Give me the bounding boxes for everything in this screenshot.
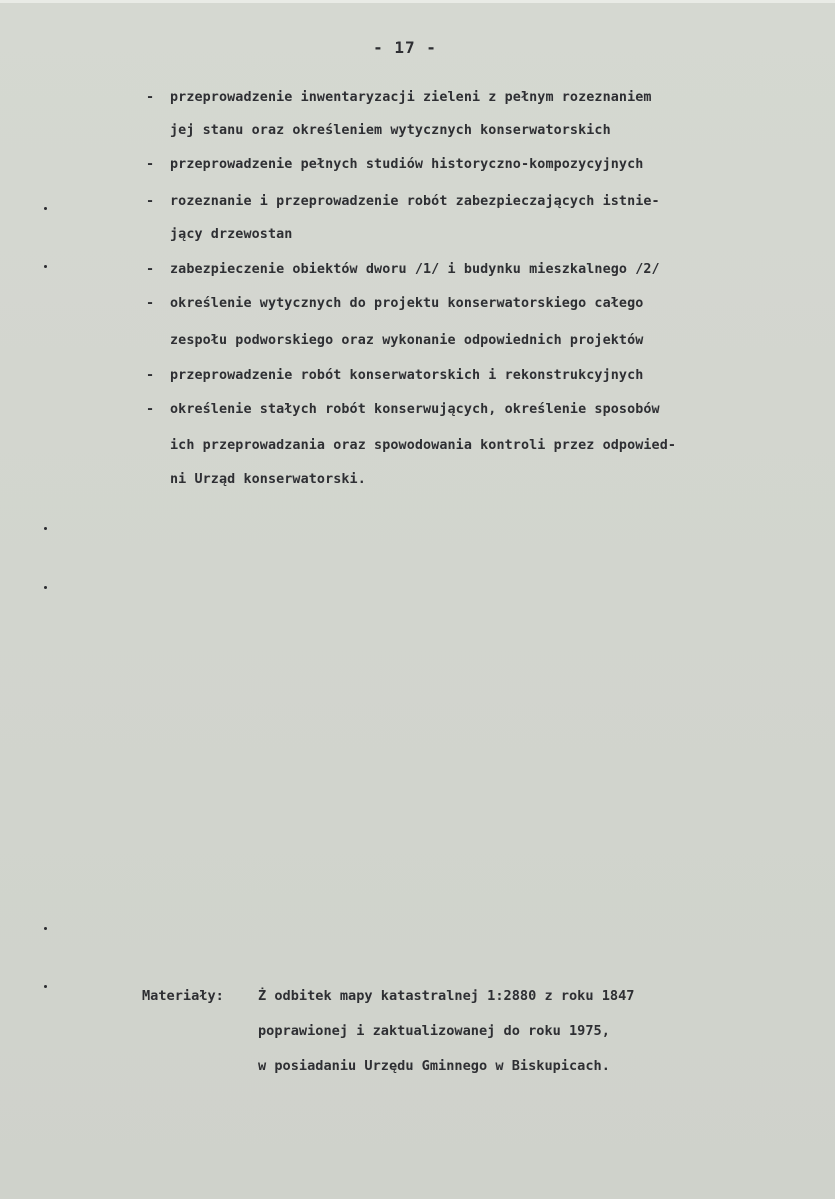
item-line: zespołu podworskiego oraz wykonanie odpowiednich projektów xyxy=(170,333,644,348)
item-dash: - xyxy=(146,90,155,105)
item-line: ni Urząd konserwatorski. xyxy=(170,472,366,487)
item-line: zabezpieczenie obiektów dworu /1/ i budynku mieszkalnego /2/ xyxy=(170,262,660,277)
margin-dot xyxy=(44,985,47,988)
item-dash: - xyxy=(146,157,155,172)
item-line: określenie wytycznych do projektu konserwatorskiego całego xyxy=(170,296,644,311)
item-line: rozeznanie i przeprowadzenie robót zabezpieczających istnie- xyxy=(170,194,660,209)
margin-dot xyxy=(44,207,47,210)
item-line: określenie stałych robót konserwujących, określenie sposobów xyxy=(170,402,660,417)
item-dash: - xyxy=(146,368,155,383)
item-line: przeprowadzenie pełnych studiów historyczno-kompozycyjnych xyxy=(170,157,644,172)
item-dash: - xyxy=(146,262,155,277)
item-line: jący drzewostan xyxy=(170,227,293,242)
item-dash: - xyxy=(146,296,155,311)
margin-dot xyxy=(44,586,47,589)
page-edge xyxy=(0,0,835,3)
item-dash: - xyxy=(146,194,155,209)
margin-dot xyxy=(44,927,47,930)
item-dash: - xyxy=(146,402,155,417)
item-line: ich przeprowadzania oraz spowodowania kontroli przez odpowied- xyxy=(170,438,677,453)
materials-line: Ż odbitek mapy katastralnej 1:2880 z roku 1847 xyxy=(258,988,635,1004)
page-number: - 17 - xyxy=(373,38,437,57)
margin-dot xyxy=(44,527,47,530)
item-line: przeprowadzenie robót konserwatorskich i rekonstrukcyjnych xyxy=(170,368,644,383)
materials-line: w posiadaniu Urzędu Gminnego w Biskupicach. xyxy=(258,1058,610,1074)
materials-line: poprawionej i zaktualizowanej do roku 1975, xyxy=(258,1023,610,1039)
margin-dot xyxy=(44,265,47,268)
item-line: przeprowadzenie inwentaryzacji zieleni z pełnym rozeznaniem xyxy=(170,90,652,105)
item-line: jej stanu oraz określeniem wytycznych konserwatorskich xyxy=(170,123,611,138)
materials-label: Materiały: xyxy=(142,988,224,1004)
